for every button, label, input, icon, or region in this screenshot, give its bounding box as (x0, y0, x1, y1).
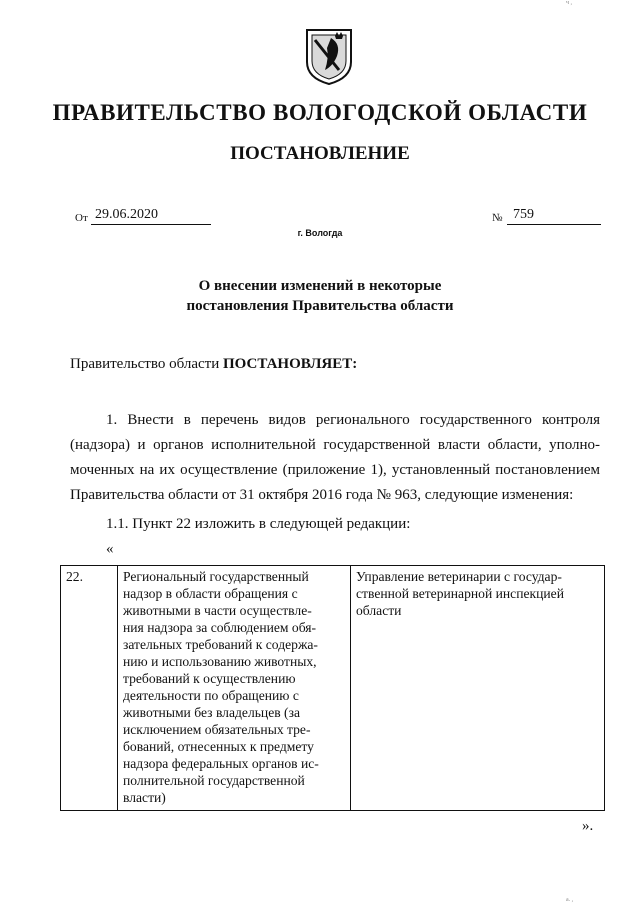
paragraph-line: моченных на их осуществление (приложение 1), установленный постановлением (70, 462, 600, 478)
cell-line: требований к осуществлению (123, 671, 296, 686)
cell-line: ственной ветеринарной инспекцией (356, 586, 564, 601)
government-title: ПРАВИТЕЛЬСТВО ВОЛОГОДСКОЙ ОБЛАСТИ (52, 100, 588, 125)
document-number: 759 (507, 207, 601, 225)
document-date: 29.06.2020 (91, 207, 211, 225)
subject-line-2: постановления Правительства области (186, 298, 454, 314)
subject-line-1: О внесении изменений в некоторые (198, 278, 442, 294)
cell-line: деятельности по обращению с (123, 688, 299, 703)
cell-line: власти) (123, 790, 166, 805)
control-kind-cell (118, 566, 351, 811)
cell-line: исключением обязательных тре- (123, 722, 311, 737)
lead-text: Правительство области (70, 356, 223, 372)
cell-line: бований, отнесенных к предмету (123, 739, 314, 754)
document-type: ПОСТАНОВЛЕНИЕ (230, 143, 410, 164)
cell-line: надзора федеральных органов ис- (123, 756, 319, 771)
cell-line: Региональный государственный (123, 569, 309, 584)
city-label: г. Вологда (297, 228, 343, 238)
paragraph-1 (70, 408, 600, 508)
paragraph-line: 1. Внести в перечень видов регионального государственного контроля (106, 412, 600, 428)
scan-mark-bottom: а. , (566, 897, 574, 903)
cell-line: ния надзора за соблюдением обя- (123, 620, 317, 635)
authority-cell (351, 566, 605, 811)
cell-line: области (356, 603, 402, 618)
table-row (61, 566, 605, 811)
scan-mark-top: ч , (566, 0, 573, 6)
cell-line: нию и использованию животных, (123, 654, 317, 669)
quote-open: « (106, 541, 114, 557)
coat-of-arms-icon (303, 26, 355, 86)
control-table (60, 565, 605, 811)
quote-close: ». (582, 818, 594, 834)
paragraph-line: Правительства области от 31 октября 2016 года № 963, следующие изменения: (70, 487, 574, 503)
cell-line: надзор в области обращения с (123, 586, 298, 601)
number-prefix: № (492, 212, 503, 224)
row-number: 22. (61, 566, 118, 811)
cell-line: животными в части осуществле- (123, 603, 312, 618)
paragraph-line: (надзора) и органов исполнительной государственной власти области, уполно- (70, 437, 600, 453)
cell-line: зательных требований к содержа- (123, 637, 318, 652)
cell-line: полнительной государственной (123, 773, 305, 788)
subparagraph-1-1: 1.1. Пункт 22 изложить в следующей редакции: (106, 516, 411, 532)
cell-line: Управление ветеринарии с государ- (356, 569, 562, 584)
cell-line: животными без владельцев (за (123, 705, 300, 720)
lead-bold: ПОСТАНОВЛЯЕТ: (222, 356, 358, 372)
resolution-lead (70, 356, 357, 373)
date-prefix: От (75, 212, 88, 224)
document-subject (0, 276, 640, 316)
